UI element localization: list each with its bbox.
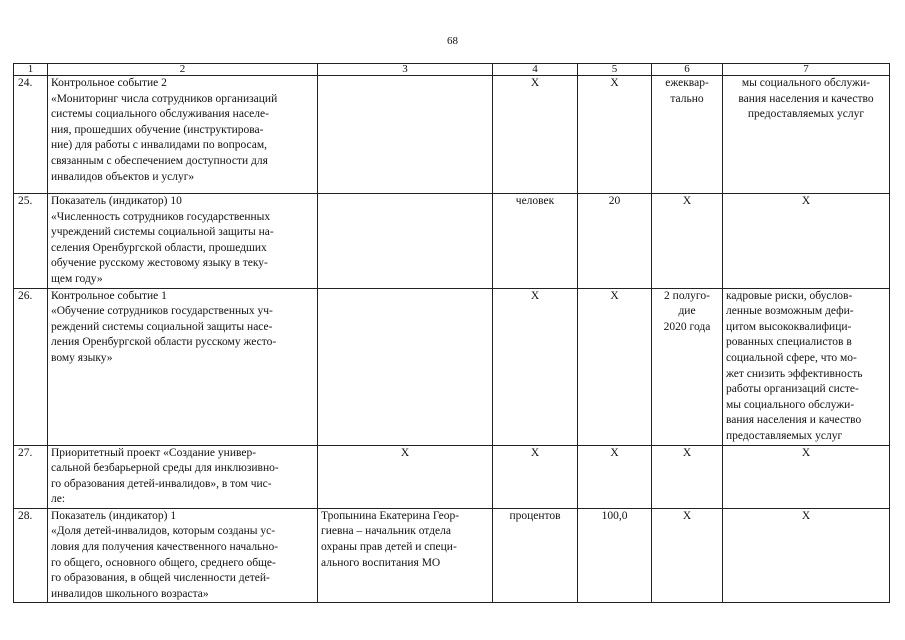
column-header: 5 [578,64,652,76]
value-cell: Х [578,76,652,194]
responsible-line: Тропынина Екатерина Геор- [321,509,460,522]
value-cell: 20 [578,194,652,289]
column-number-row [14,64,890,76]
responsible-line: ального воспитания МО [321,556,441,569]
item-name-cell [48,76,318,194]
period-line: Х [682,195,692,207]
item-name-line: системы социального обслуживания населе- [51,108,269,121]
risk-cell [723,445,890,508]
item-name-line: го образования детей-инвалидов», в том чис- [51,477,272,490]
risk-line: предоставляемых услуг [747,108,865,121]
item-name-line: реждений системы социальной защиты насе- [51,320,273,333]
table-row [14,445,890,508]
period-line: 2 полуго- [664,289,710,302]
item-name-line: «Численность сотрудников государственных [51,210,271,223]
value-cell: Х [578,445,652,508]
risk-line: вания населения и качество [726,414,862,427]
risk-cell [723,288,890,445]
unit-cell: Х [493,445,578,508]
table-body [14,76,890,603]
risk-line: вания населения и качество [738,92,874,105]
responsible-cell [318,76,493,194]
row-number-cell: 25. [14,194,48,289]
item-name-line: «Обучение сотрудников государственных уч- [51,305,273,318]
item-name-line: связанным с обеспечением доступности для [51,154,268,167]
item-name-line: обучение русскому жестовому языку в теку- [51,257,268,270]
item-name-line: «Мониторинг числа сотрудников организаций [51,92,278,105]
item-name-line: ние) для работы с инвалидами по вопросам, [51,139,268,152]
value-cell: Х [578,288,652,445]
unit-cell: человек [493,194,578,289]
responsible-line: охраны прав детей и специ- [321,541,457,554]
column-header: 7 [723,64,890,76]
item-name-cell [48,194,318,289]
item-name-line: Приоритетный проект «Создание универ- [51,446,257,459]
risk-line: работы организаций систе- [726,383,859,396]
risk-line: социальной сфере, что мо- [726,351,857,364]
risk-line: Х [801,446,811,459]
responsible-cell [318,508,493,603]
row-number-cell: 28. [14,508,48,603]
risk-cell [723,76,890,194]
item-name-line: инвалидов школьного возраста» [51,587,209,600]
risk-line: мы социального обслужи- [741,77,871,89]
column-header: 2 [48,64,318,76]
table-row [14,76,890,194]
period-cell [652,288,723,445]
table-row [14,194,890,289]
table-row [14,508,890,603]
column-header: 3 [318,64,493,76]
period-line: Х [682,509,692,522]
item-name-line: ле: [51,493,66,506]
period-line: ежеквар- [665,77,709,89]
item-name-line: учреждений системы социальной защиты на- [51,226,274,239]
risk-line: кадровые риски, обуслов- [726,289,853,302]
period-cell [652,194,723,289]
responsible-line: гиевна – начальник отдела [321,525,451,538]
period-cell [652,445,723,508]
column-header: 6 [652,64,723,76]
responsible-cell [318,288,493,445]
row-number-cell: 24. [14,76,48,194]
risk-line: цитом высококвалифици- [726,320,852,333]
risk-line: ленные возможным дефи- [726,305,854,318]
unit-cell: Х [493,288,578,445]
risk-line: Х [801,195,811,207]
page-number: 68 [447,35,458,47]
item-name-line: селения Оренбургской области, прошедших [51,241,267,254]
risk-line: рованных специалистов в [726,336,852,349]
table-row [14,288,890,445]
item-name-cell [48,445,318,508]
responsible-cell [318,445,493,508]
item-name-line: ния, прошедших обучение (инструктирова- [51,123,264,136]
value-cell: 100,0 [578,508,652,603]
period-cell [652,508,723,603]
item-name-cell [48,288,318,445]
unit-cell: Х [493,76,578,194]
row-number-cell: 27. [14,445,48,508]
item-name-line: Показатель (индикатор) 10 [51,195,182,207]
item-name-line: Контрольное событие 2 [51,77,167,89]
risk-line: мы социального обслужи- [726,398,855,411]
column-header: 4 [493,64,578,76]
item-name-line: щем году» [51,272,103,285]
risk-cell [723,508,890,603]
risk-line: Х [801,509,811,522]
period-cell [652,76,723,194]
item-name-line: Показатель (индикатор) 1 [51,509,177,522]
risk-cell [723,194,890,289]
period-line: тально [670,92,704,105]
item-name-line: ловия для получения качественного начально- [51,541,279,554]
risk-line: жет снизить эффективность [726,367,863,380]
item-name-line: го образования, в общей численности детей- [51,572,270,585]
item-name-cell [48,508,318,603]
period-line: 2020 года [663,320,711,333]
risk-line: предоставляемых услуг [726,429,843,442]
item-name-line: сальной безбарьерной среды для инклюзивно- [51,462,279,475]
plan-table [13,63,890,603]
item-name-line: инвалидов объектов и услуг» [51,170,195,183]
item-name-line: Контрольное событие 1 [51,289,167,302]
period-line: Х [682,446,692,459]
item-name-line: вому языку» [51,351,113,364]
period-line: дие [678,305,696,318]
responsible-line: Х [400,446,410,459]
column-header: 1 [14,64,48,76]
item-name-line: го общего, основного общего, среднего обще- [51,556,276,569]
unit-cell: процентов [493,508,578,603]
responsible-cell [318,194,493,289]
row-number-cell: 26. [14,288,48,445]
item-name-line: ления Оренбургской области русскому жесто- [51,336,277,349]
item-name-line: «Доля детей-инвалидов, которым созданы ус- [51,525,276,538]
